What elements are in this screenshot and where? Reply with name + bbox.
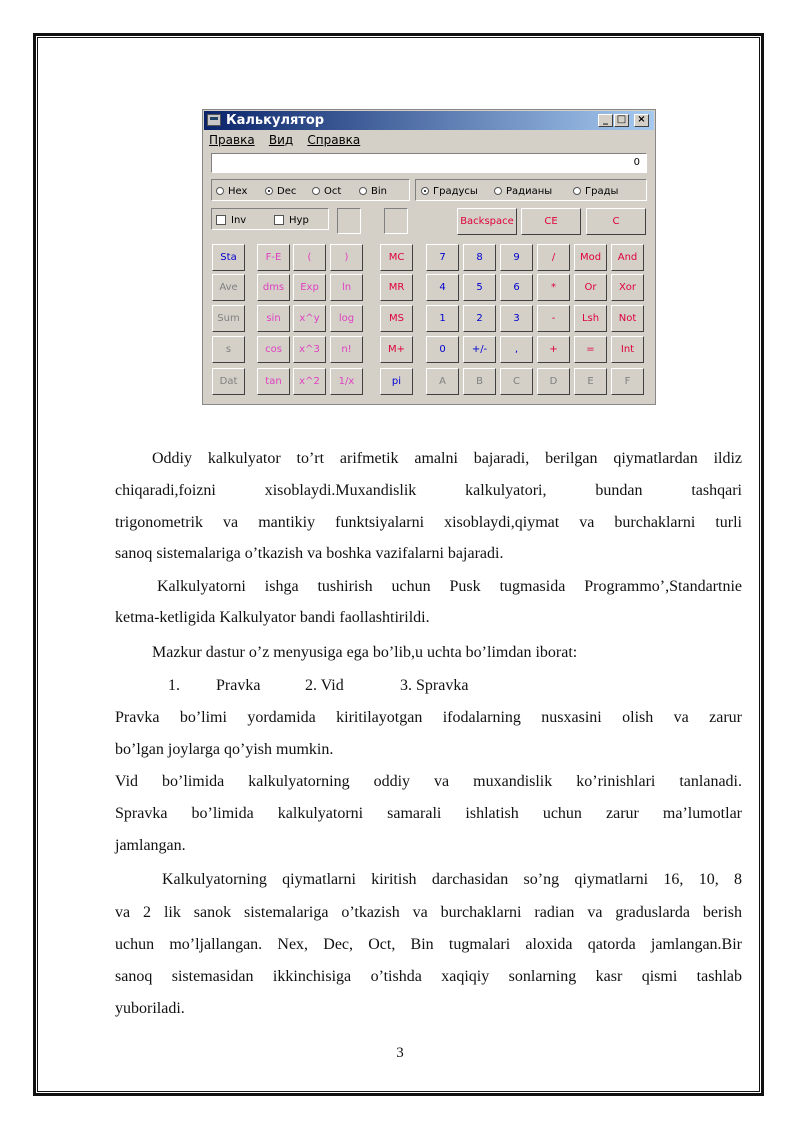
menu-list-number-1: 1.: [168, 677, 180, 694]
minimize-button[interactable]: _: [598, 114, 613, 127]
maximize-button[interactable]: □: [614, 114, 629, 127]
divide-button[interactable]: /: [537, 244, 570, 271]
minus-button[interactable]: -: [537, 305, 570, 332]
equals-button[interactable]: =: [574, 336, 607, 363]
radio-label: Oct: [324, 186, 342, 197]
parenthesis-indicator: [384, 208, 408, 234]
multiply-button[interactable]: *: [537, 274, 570, 301]
calculator-icon: [207, 114, 221, 126]
tan-button[interactable]: tan: [257, 368, 290, 395]
pi-button[interactable]: pi: [380, 368, 413, 395]
sin-button[interactable]: sin: [257, 305, 290, 332]
inv-hyp-group: [211, 208, 329, 230]
paragraph-5-line-2: Spravka bo’limida kalkulyatorni samarali ishlatish uchun zarur ma’lumotlar: [115, 805, 742, 822]
ms-button[interactable]: MS: [380, 305, 413, 332]
checkbox-label: Inv: [231, 215, 247, 226]
x-cubed-button[interactable]: x^3: [293, 336, 326, 363]
paragraph-5-line-1: Vid bo’limida kalkulyatorning oddiy va muxandislik ko’rinishlari tanlanadi.: [115, 773, 742, 790]
hex-b-button[interactable]: B: [463, 368, 496, 395]
paragraph-5-line-3: jamlangan.: [115, 837, 186, 854]
radio-radians[interactable]: [494, 186, 552, 197]
sum-button[interactable]: Sum: [212, 305, 245, 332]
checkbox-icon: [274, 215, 284, 225]
digit-0-button[interactable]: 0: [426, 336, 459, 363]
window-title: Калькулятор: [226, 113, 325, 128]
sta-button[interactable]: Sta: [212, 244, 245, 271]
page-number: 3: [396, 1045, 404, 1061]
menu-list-pravka: Pravka: [216, 677, 261, 694]
paragraph-6-line-4: sanoq sistemasidan ikkinchisiga o’tishda xaqiqiy sonlarning kasr qismi tashlab: [115, 968, 742, 985]
mc-button[interactable]: MC: [380, 244, 413, 271]
menu-view[interactable]: Вид: [268, 133, 294, 147]
digit-6-button[interactable]: 6: [500, 274, 533, 301]
paragraph-2-line-1: Kalkulyatorni ishga tushirish uchun Pusk tugmasida Programmo’,Standartnie: [157, 578, 742, 595]
reciprocal-button[interactable]: 1/x: [330, 368, 363, 395]
radio-label: Bin: [371, 186, 387, 197]
calculator-display[interactable]: 0: [211, 153, 647, 173]
s-button[interactable]: s: [212, 336, 245, 363]
sign-toggle-button[interactable]: +/-: [463, 336, 496, 363]
factorial-button[interactable]: n!: [330, 336, 363, 363]
ce-button[interactable]: CE: [521, 208, 581, 235]
paragraph-4-line-1: Pravka bo’limi yordamida kiritilayotgan ifodalarning nusxasini olish va zarur: [115, 709, 742, 726]
decimal-button[interactable]: ,: [500, 336, 533, 363]
log-button[interactable]: log: [330, 305, 363, 332]
paragraph-6-line-3: uchun mo’ljallangan. Nex, Dec, Oct, Bin tugmalari aloxida qatorda jamlangan.Bir: [115, 936, 742, 953]
title-bar: [204, 111, 654, 130]
radio-label: Радианы: [506, 186, 553, 197]
menu-bar: [209, 133, 371, 149]
fe-button[interactable]: F-E: [257, 244, 290, 271]
menu-edit[interactable]: Правка: [209, 133, 255, 147]
exp-button[interactable]: Exp: [293, 274, 326, 301]
mod-button[interactable]: Mod: [574, 244, 607, 271]
hex-e-button[interactable]: E: [574, 368, 607, 395]
paragraph-2-line-2: ketma-ketligida Kalkulyator bandi faollashtirildi.: [115, 609, 430, 626]
hex-d-button[interactable]: D: [537, 368, 570, 395]
paragraph-3: Mazkur dastur o’z menyusiga ega bo’lib,u uchta bo’limdan iborat:: [152, 644, 578, 661]
not-button[interactable]: Not: [611, 305, 644, 332]
close-paren-button[interactable]: ): [330, 244, 363, 271]
and-button[interactable]: And: [611, 244, 644, 271]
hex-a-button[interactable]: A: [426, 368, 459, 395]
lsh-button[interactable]: Lsh: [574, 305, 607, 332]
radio-label: Градусы: [433, 186, 478, 197]
close-button[interactable]: ×: [634, 114, 649, 127]
checkbox-hyp[interactable]: [274, 215, 309, 226]
menu-help[interactable]: Справка: [307, 133, 361, 147]
dat-button[interactable]: Dat: [212, 368, 245, 395]
digit-8-button[interactable]: 8: [463, 244, 496, 271]
paragraph-1-line-3: trigonometrik va mantikiy funktsiyalarni xisoblaydi,qiymat va burchaklarni turli: [115, 514, 742, 531]
int-button[interactable]: Int: [611, 336, 644, 363]
cos-button[interactable]: cos: [257, 336, 290, 363]
hex-f-button[interactable]: F: [611, 368, 644, 395]
mr-button[interactable]: MR: [380, 274, 413, 301]
digit-2-button[interactable]: 2: [463, 305, 496, 332]
checkbox-icon: [216, 215, 226, 225]
x-squared-button[interactable]: x^2: [293, 368, 326, 395]
radio-icon: [216, 187, 224, 195]
digit-9-button[interactable]: 9: [500, 244, 533, 271]
radio-icon: [359, 187, 367, 195]
paragraph-6-line-5: yuboriladi.: [115, 1000, 185, 1017]
angle-units-group: [415, 179, 647, 201]
radio-hex[interactable]: [216, 186, 247, 197]
ln-button[interactable]: ln: [330, 274, 363, 301]
ave-button[interactable]: Ave: [212, 274, 245, 301]
open-paren-button[interactable]: (: [293, 244, 326, 271]
calculator-window: [202, 109, 656, 405]
plus-button[interactable]: +: [537, 336, 570, 363]
m-plus-button[interactable]: M+: [380, 336, 413, 363]
number-system-group: [211, 179, 410, 201]
c-button[interactable]: C: [586, 208, 646, 235]
digit-3-button[interactable]: 3: [500, 305, 533, 332]
radio-bin[interactable]: [359, 186, 387, 197]
radio-dec[interactable]: [265, 186, 296, 197]
xor-button[interactable]: Xor: [611, 274, 644, 301]
paragraph-6-line-2: va 2 lik sanok sistemalariga o’tkazish va burchaklarni radian va graduslarda berish: [115, 904, 742, 921]
radio-icon: [421, 187, 429, 195]
checkbox-label: Hyp: [289, 215, 309, 226]
digit-5-button[interactable]: 5: [463, 274, 496, 301]
radio-icon: [265, 187, 273, 195]
menu-list-spravka: 3. Spravka: [400, 677, 469, 694]
menu-list-vid: 2. Vid: [305, 677, 344, 694]
radio-label: Hex: [228, 186, 248, 197]
radio-grads[interactable]: [573, 186, 618, 197]
checkbox-inv[interactable]: [216, 215, 246, 226]
paragraph-1-line-2: chiqaradi,foizni xisoblaydi.Muxandislik kalkulyatori, bundan tashqari: [115, 482, 742, 499]
radio-icon: [494, 187, 502, 195]
digit-4-button[interactable]: 4: [426, 274, 459, 301]
paragraph-1-line-1: Oddiy kalkulyator to’rt arifmetik amalni bajaradi, berilgan qiymatlardan ildiz: [152, 450, 742, 467]
radio-label: Dec: [277, 186, 297, 197]
radio-label: Грады: [585, 186, 619, 197]
hex-c-button[interactable]: C: [500, 368, 533, 395]
digit-7-button[interactable]: 7: [426, 244, 459, 271]
dms-button[interactable]: dms: [257, 274, 290, 301]
paragraph-4-line-2: bo’lgan joylarga qo’yish mumkin.: [115, 741, 334, 758]
x-pow-y-button[interactable]: x^y: [293, 305, 326, 332]
radio-oct[interactable]: [312, 186, 341, 197]
radio-degrees[interactable]: [421, 186, 478, 197]
or-button[interactable]: Or: [574, 274, 607, 301]
paragraph-1-line-4: sanoq sistemalariga o’tkazish va boshka vazifalarni bajaradi.: [115, 545, 504, 562]
radio-icon: [312, 187, 320, 195]
backspace-button[interactable]: Backspace: [457, 208, 517, 235]
digit-1-button[interactable]: 1: [426, 305, 459, 332]
radio-icon: [573, 187, 581, 195]
memory-indicator: [337, 208, 361, 234]
paragraph-6-line-1: Kalkulyatorning qiymatlarni kiritish darchasidan so’ng qiymatlarni 16, 10, 8: [162, 871, 742, 888]
